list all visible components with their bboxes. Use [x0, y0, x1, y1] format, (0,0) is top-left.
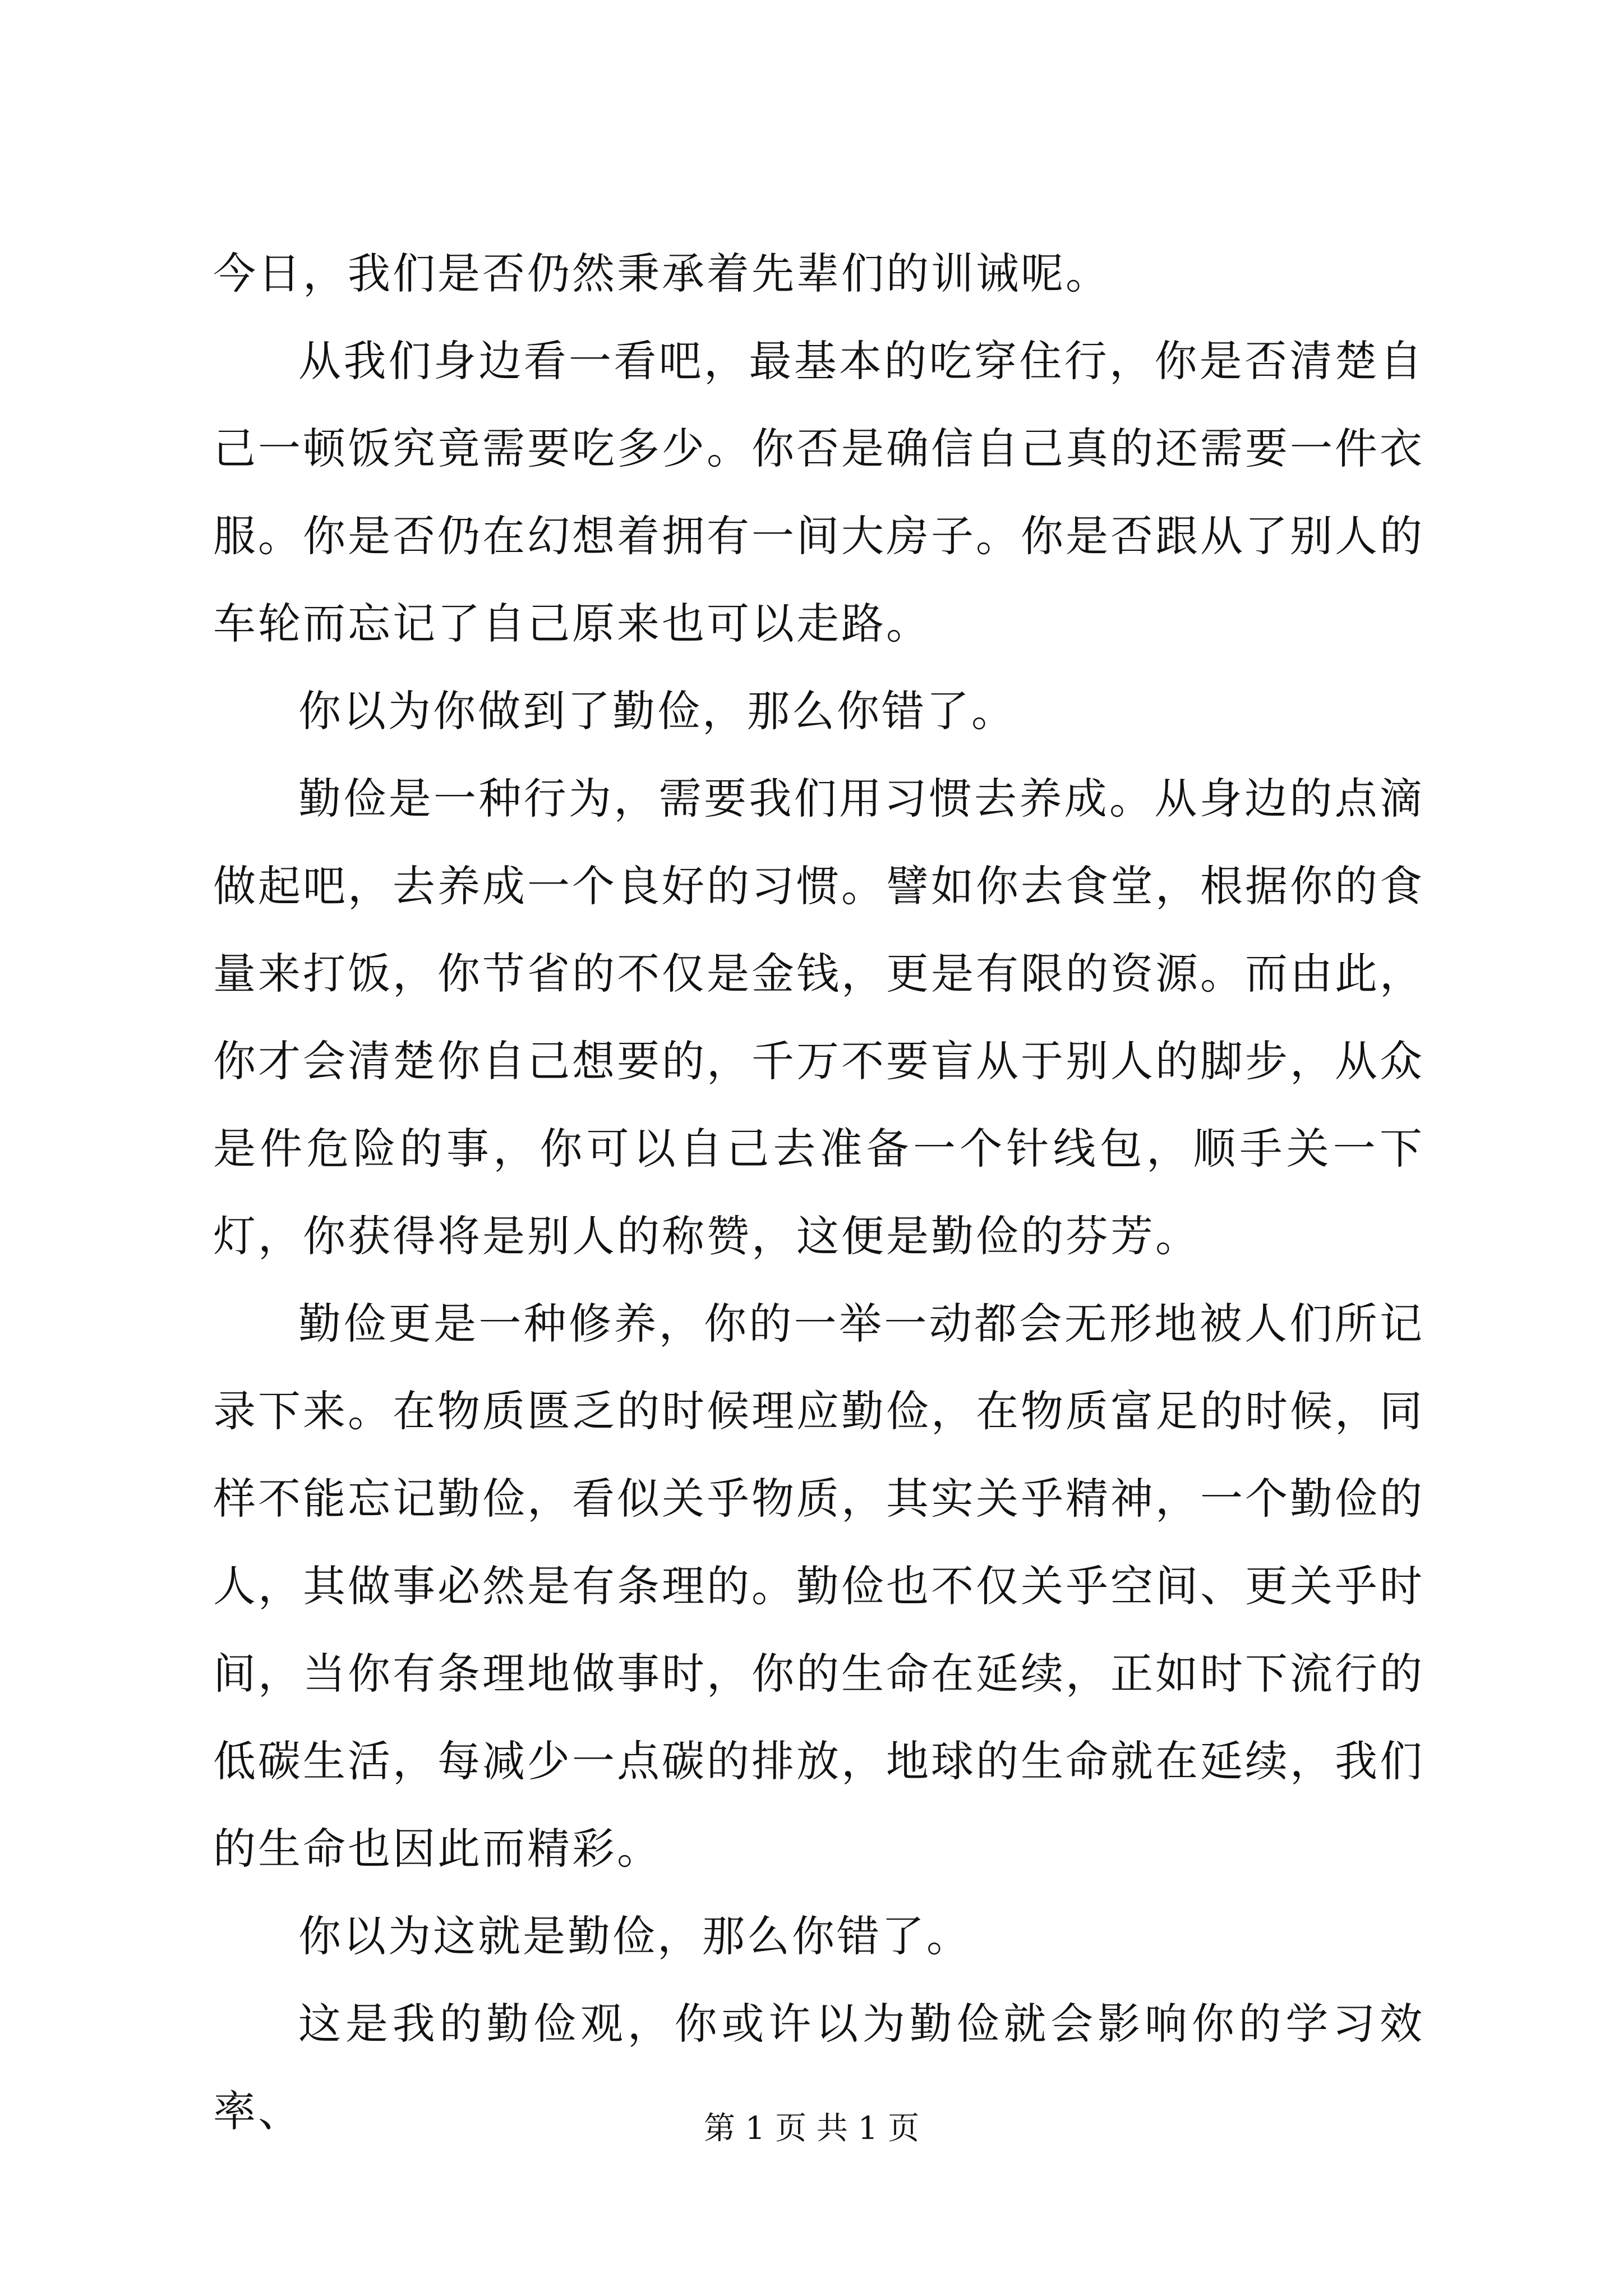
paragraph-4: 勤俭是一种行为，需要我们用习惯去养成。从身边的点滴做起吧，去养成一个良好的习惯。譬如你去食堂，根据你的食量来打饭，你节省的不仅是金钱，更是有限的资源。而由此，你才会清楚你自己想要的，千万不要盲从于别人的脚步，从众是件危险的事，你可以自己去准备一个针线包，顺手关一下灯，你获得将是别人的称赞，这便是勤俭的芬芳。 — [213, 774, 1424, 1261]
paragraph-1: 今日，我们是否仍然秉承着先辈们的训诫呢。 — [213, 249, 1110, 298]
paragraph-3: 你以为你做到了勤俭，那么你错了。 — [298, 686, 1016, 736]
paragraph-6: 你以为这就是勤俭，那么你错了。 — [298, 1911, 971, 1961]
page-number-footer: 第 1 页 共 1 页 — [703, 2110, 920, 2147]
paragraph-7: 这是我的勤俭观，你或许以为勤俭就会影响你的学习效率、 — [213, 1999, 1424, 2136]
paragraph-5: 勤俭更是一种修养，你的一举一动都会无形地被人们所记录下来。在物质匮乏的时候理应勤俭，在物质富足的时候，同样不能忘记勤俭，看似关乎物质，其实关乎精神，一个勤俭的人，其做事必然是有条理的。勤俭也不仅关乎空间、更关乎时间，当你有条理地做事时，你的生命在延续，正如时下流行的低碳生活，每减少一点碳的排放，地球的生命就在延续，我们的生命也因此而精彩。 — [213, 1299, 1424, 1874]
document-body — [213, 230, 1424, 2155]
paragraph-2: 从我们身边看一看吧，最基本的吃穿住行，你是否清楚自己一顿饭究竟需要吃多少。你否是确信自己真的还需要一件衣服。你是否仍在幻想着拥有一间大房子。你是否跟从了别人的车轮而忘记了自己原来也可以走路。 — [213, 336, 1424, 648]
